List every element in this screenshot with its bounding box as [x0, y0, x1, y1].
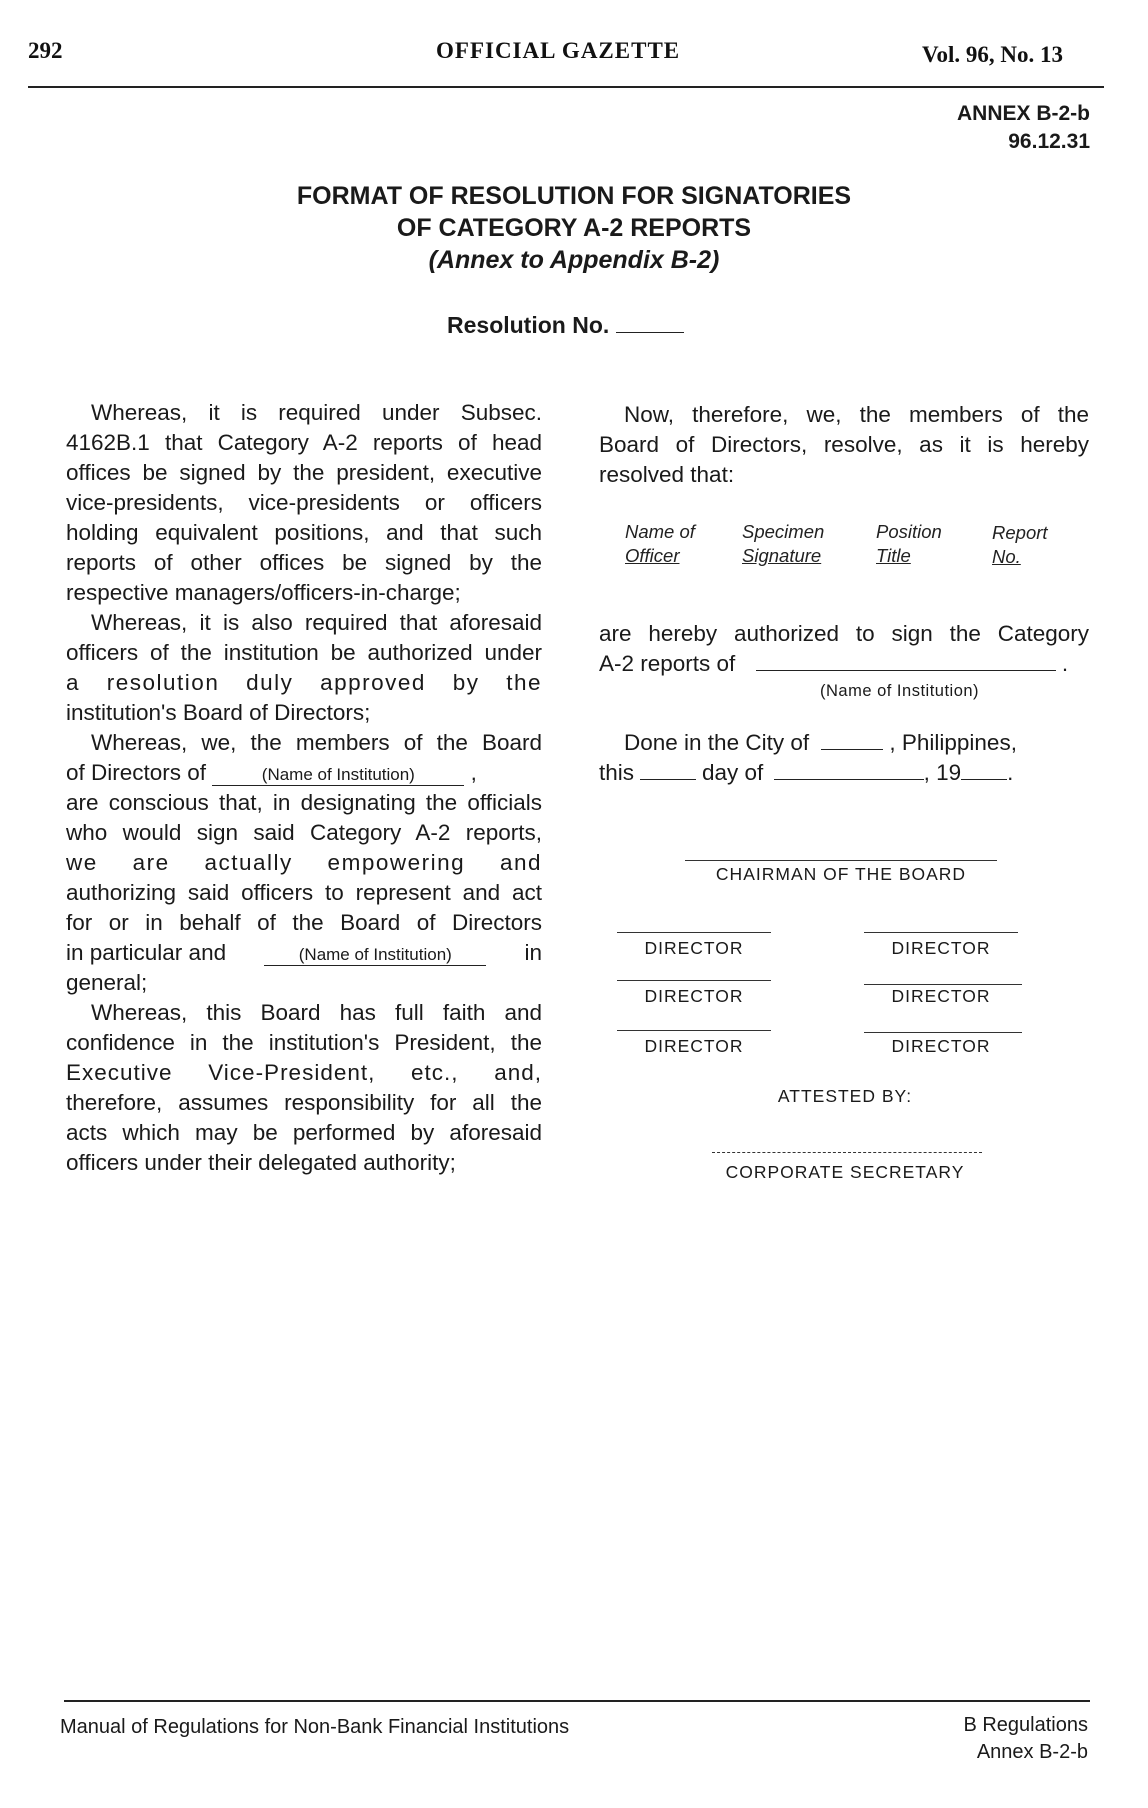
- director-signature-line: [864, 1032, 1022, 1033]
- month-blank: [774, 779, 924, 780]
- text: ,: [470, 760, 477, 785]
- whereas-2-line: institution's Board of Directors;: [66, 700, 371, 725]
- secretary-signature-line: [712, 1152, 982, 1153]
- director-label: DIRECTOR: [891, 1036, 991, 1056]
- volume-number: Vol. 96, No. 13: [922, 42, 1063, 67]
- institution-name-blank: [756, 670, 1056, 671]
- whereas-4-line: confidence in the institution's President, the: [66, 1030, 542, 1055]
- done-line: [599, 728, 1089, 758]
- director-signature-line: [864, 984, 1022, 985]
- institution-name-blank: (Name of Institution): [212, 765, 464, 786]
- day-blank: [640, 779, 696, 780]
- col-header-line: Name of: [625, 521, 695, 542]
- institution-name-caption: (Name of Institution): [820, 682, 980, 700]
- title-line-2: OF CATEGORY A-2 REPORTS: [396, 214, 752, 242]
- done-paragraph: [599, 728, 1089, 788]
- resolution-number-label: Resolution No.: [447, 312, 610, 338]
- whereas-1-line: offices be signed by the president, executive: [66, 460, 542, 485]
- text: .: [1061, 651, 1069, 676]
- chairman-label: CHAIRMAN OF THE BOARD: [715, 864, 967, 884]
- director-label: DIRECTOR: [891, 986, 991, 1006]
- col-header-report: [992, 521, 1048, 569]
- col-header-line: Signature: [742, 545, 822, 566]
- header-rule: [28, 86, 1104, 88]
- attested-by-label: ATTESTED BY:: [777, 1086, 913, 1106]
- whereas-4-line: acts which may be performed by aforesaid: [66, 1120, 542, 1145]
- publication-title: OFFICIAL GAZETTE: [436, 38, 681, 63]
- authorization-paragraph: [599, 619, 1089, 679]
- director-signature-line: [617, 1030, 771, 1031]
- year-blank: [961, 779, 1007, 780]
- footer-manual-title: Manual of Regulations for Non-Bank Financial Institutions: [60, 1716, 570, 1738]
- text: .: [1007, 760, 1014, 785]
- text: Done in the City of: [624, 730, 810, 755]
- right-column: [599, 400, 1089, 490]
- col-header-line: Officer: [625, 545, 680, 566]
- left-column: [66, 398, 542, 1178]
- resolve-line: Board of Directors, resolve, as it is hereby: [599, 432, 1089, 457]
- whereas-4-line: Executive Vice-President, etc., and,: [66, 1060, 542, 1085]
- col-header-officer: [625, 520, 695, 568]
- whereas-2-line: Whereas, it is also required that aforesaid: [91, 610, 542, 635]
- director-signature-line: [617, 980, 771, 981]
- whereas-3-line: [66, 758, 542, 788]
- whereas-2-line: a resolution duly approved by the: [66, 670, 542, 695]
- text: this: [599, 760, 635, 785]
- whereas-1-line: vice-presidents, vice-presidents or officers: [66, 490, 542, 515]
- whereas-3-line: [66, 938, 542, 968]
- whereas-1-line: reports of other offices be signed by the: [66, 550, 542, 575]
- authorization-line: [599, 649, 1089, 679]
- resolution-number-blank: [616, 332, 684, 333]
- institution-name-blank: (Name of Institution): [264, 945, 486, 966]
- page-number: 292: [28, 38, 63, 63]
- text: , Philippines,: [889, 730, 1017, 755]
- text: A-2 reports of: [599, 651, 736, 676]
- resolve-line: Now, therefore, we, the members of the: [624, 402, 1089, 427]
- whereas-3-line: who would sign said Category A-2 reports,: [66, 820, 542, 845]
- authorization-line: are hereby authorized to sign the Category: [599, 621, 1089, 646]
- secretary-label: CORPORATE SECRETARY: [725, 1162, 965, 1182]
- director-label: DIRECTOR: [644, 986, 744, 1006]
- director-label: DIRECTOR: [644, 1036, 744, 1056]
- footer-regulations: B Regulations: [963, 1714, 1088, 1736]
- col-header-line: Title: [876, 545, 911, 566]
- whereas-3-line: for or in behalf of the Board of Directors: [66, 910, 542, 935]
- col-header-line: Position: [876, 521, 942, 542]
- footer-annex: Annex B-2-b: [976, 1741, 1088, 1763]
- col-header-line: Report: [992, 522, 1048, 543]
- resolve-line: resolved that:: [599, 462, 735, 487]
- whereas-3-line: we are actually empowering and: [66, 850, 542, 875]
- whereas-3-line: are conscious that, in designating the officials: [66, 790, 542, 815]
- director-signature-line: [864, 932, 1018, 933]
- text: of Directors of: [66, 760, 207, 785]
- col-header-signature: [742, 520, 824, 568]
- text: in particular and: [66, 940, 227, 965]
- resolution-number: [447, 312, 684, 339]
- whereas-1-line: holding equivalent positions, and that such: [66, 520, 542, 545]
- col-header-position: [876, 520, 942, 568]
- director-label: DIRECTOR: [644, 938, 744, 958]
- whereas-1-line: Whereas, it is required under Subsec.: [91, 400, 542, 425]
- footer-annex-block: [880, 1712, 1088, 1766]
- text: , 19: [923, 760, 962, 785]
- title-line-1: FORMAT OF RESOLUTION FOR SIGNATORIES: [296, 182, 852, 210]
- done-line: [599, 758, 1089, 788]
- whereas-1-line: 4162B.1 that Category A-2 reports of head: [66, 430, 542, 455]
- col-header-line: No.: [992, 546, 1021, 567]
- whereas-4-line: therefore, assumes responsibility for all the: [66, 1090, 542, 1115]
- director-label: DIRECTOR: [891, 938, 991, 958]
- whereas-4-line: Whereas, this Board has full faith and: [91, 1000, 542, 1025]
- chairman-signature-line: [685, 860, 997, 861]
- annex-date: 96.12.31: [1008, 130, 1090, 153]
- whereas-1-line: respective managers/officers-in-charge;: [66, 580, 461, 605]
- document-title: [0, 180, 1148, 276]
- whereas-3-line: general;: [66, 970, 148, 995]
- director-signature-line: [617, 932, 771, 933]
- whereas-2-line: officers of the institution be authorized under: [66, 640, 542, 665]
- title-subtitle: (Annex to Appendix B-2): [428, 246, 720, 274]
- city-blank: [821, 749, 883, 750]
- text: day of: [702, 760, 764, 785]
- footer-rule: [64, 1700, 1090, 1702]
- whereas-3-line: Whereas, we, the members of the Board: [91, 730, 542, 755]
- annex-label: ANNEX B-2-b: [956, 102, 1090, 125]
- col-header-line: Specimen: [742, 521, 825, 542]
- text: in: [524, 940, 542, 965]
- whereas-4-line: officers under their delegated authority;: [66, 1150, 456, 1175]
- whereas-3-line: authorizing said officers to represent and act: [66, 880, 542, 905]
- annex-block: [800, 100, 1090, 156]
